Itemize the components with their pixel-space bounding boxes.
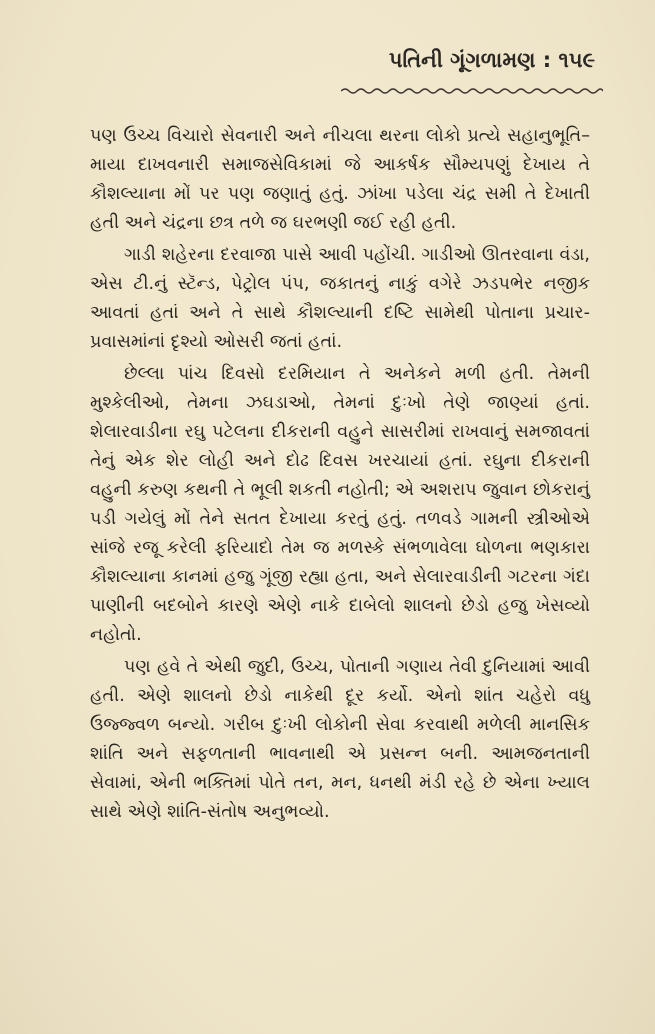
running-head: પતિની ગૂંગળામણ : ૧૫૯ bbox=[388, 48, 595, 72]
paragraph: પણ હવે તે એથી જુદી, ઉચ્ચ, પોતાની ગણાય તેવી દુનિયામાં આવી હતી. એણે શાલનો છેડો નાકેથી દૂર કર્યો. એનો શાંત ચહેરો વધુ ઉજ્જ્વળ બન્યો. ગરીબ દુઃખી લોકોની સેવા કરવાથી મળેલી માનસિક શાંતિ અને સફળતાની ભાવનાથી એ પ્રસન્ન બની. આમજનતાની સેવામાં, એની ભક્તિમાં પોતે તન, મન, ધનથી મંડી રહે છે એના ખ્યાલ સાથે એણે શાંતિ-સંતોષ અનુભવ્યો. bbox=[90, 657, 590, 822]
paragraph: છેલ્લા પાંચ દિવસો દરમિયાન તે અનેકને મળી હતી. તેમની મુશ્કેલીઓ, તેમના ઝઘડાઓ, તેમનાં દુઃખો તેણે જાણ્યાં હતાં. શેલારવાડીના રઘુ પટેલના દીકરાની વહુને સાસરીમાં રાખવાનું સમજાવતાં તેનું એક શેર લોહી અને દોઢ દિવસ ખરચાયાં હતાં. રઘુના દીકરાની વહુની કરુણ કથની તે ભૂલી શકતી નહોતી; એ અશરાપ જુવાન છોકરાનું પડી ગયેલું મોં તેને સતત દેખાયા કરતું હતું. તળવડે ગામની સ્ત્રીઓએ સાંજે રજૂ કરેલી ફરિયાદો તેમ જ મળસ્કે સંભળાવેલા ઘોળના ભણકારા કૌશલ્યાના કાનમાં હજુ ગૂંજી રહ્યા હતા, અને સેલારવાડીની ગટરના ગંદા પાણીની બદબોને કારણે એણે નાકે દાબેલો શાલનો છેડો હજુ ખેસવ્યો નહોતો. bbox=[90, 364, 590, 645]
running-head-wavy-rule bbox=[341, 86, 603, 96]
body-text bbox=[90, 122, 590, 827]
paragraph: પણ ઉચ્ચ વિચારો સેવનારી અને નીચલા થરના લોકો પ્રત્યે સહાનુભૂતિ–માયા દાખવનારી સમાજસેવિકામાં જે આકર્ષક સૌમ્યપણું દેખાય તે કૌશલ્યાના મોં પર પણ જણાતું હતું. ઝાંખા પડેલા ચંદ્ર સમી તે દેખાતી હતી અને ચંદ્રના છત્ર તળે જ ઘરભણી જઈ રહી હતી. bbox=[90, 126, 590, 233]
paragraph: ગાડી શહેરના દરવાજા પાસે આવી પહોંચી. ગાડીઓ ઊતરવાના વંડા, એસ ટી.નું સ્ટૅન્ડ, પેટ્રોલ પંપ, જકાતનું નાકું વગેરે ઝડપભેર નજીક આવતાં હતાં અને તે સાથે કૌશલ્યાની દષ્ટિ સામેથી પોતાના પ્રચાર-પ્રવાસમાંનાં દૃશ્યો ઓસરી જતાં હતાં. bbox=[90, 245, 590, 352]
